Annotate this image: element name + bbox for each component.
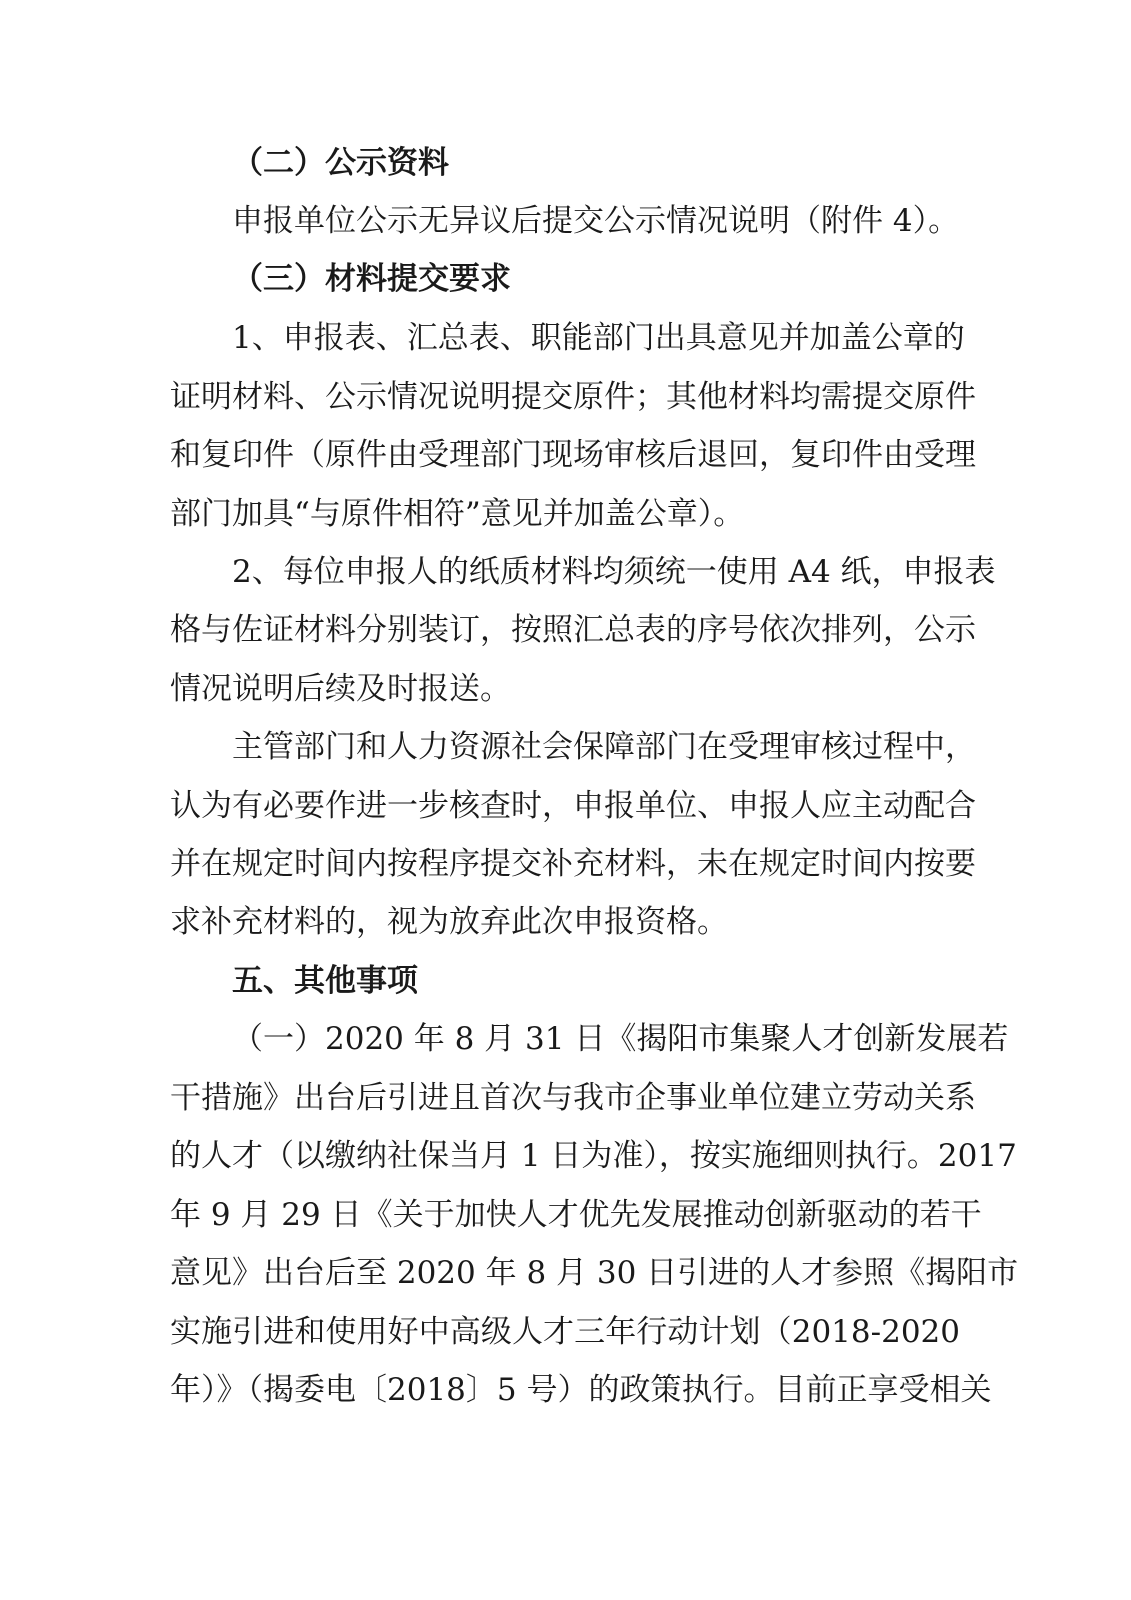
section-heading-other-matters: 五、其他事项 xyxy=(232,963,418,999)
paragraph-line: 情况说明后续及时报送。 xyxy=(170,671,511,707)
paragraph-line: 年 9 月 29 日《关于加快人才优先发展推动创新驱动的若干 xyxy=(170,1197,982,1233)
paragraph-line: 年）》（揭委电〔2018〕5 号）的政策执行。目前正享受相关 xyxy=(170,1372,992,1408)
paragraph-line: 并在规定时间内按程序提交补充材料，未在规定时间内按要 xyxy=(170,846,976,882)
paragraph-line: 认为有必要作进一步核查时，申报单位、申报人应主动配合 xyxy=(170,788,976,824)
paragraph-line: 和复印件（原件由受理部门现场审核后退回，复印件由受理 xyxy=(170,437,976,473)
paragraph-line: 主管部门和人力资源社会保障部门在受理审核过程中， xyxy=(232,729,976,765)
paragraph-line: 意见》出台后至 2020 年 8 月 30 日引进的人才参照《揭阳市 xyxy=(170,1255,1019,1291)
paragraph-line: 证明材料、公示情况说明提交原件；其他材料均需提交原件 xyxy=(170,379,976,415)
paragraph-line: 2、每位申报人的纸质材料均须统一使用 A4 纸，申报表 xyxy=(232,554,996,590)
paragraph-line: 干措施》出台后引进且首次与我市企事业单位建立劳动关系 xyxy=(170,1080,976,1116)
paragraph-line: （一）2020 年 8 月 31 日《揭阳市集聚人才创新发展若 xyxy=(232,1021,1009,1057)
paragraph-line: 申报单位公示无异议后提交公示情况说明（附件 4）。 xyxy=(232,203,960,239)
section-heading-publicity-materials: （二）公示资料 xyxy=(232,145,449,181)
section-heading-submission-requirements: （三）材料提交要求 xyxy=(232,261,511,297)
paragraph-line: 格与佐证材料分别装订，按照汇总表的序号依次排列，公示 xyxy=(170,612,976,648)
paragraph-line: 实施引进和使用好中高级人才三年行动计划（2018-2020 xyxy=(170,1314,960,1350)
paragraph-line: 1、申报表、汇总表、职能部门出具意见并加盖公章的 xyxy=(232,320,965,356)
paragraph-line: 的人才（以缴纳社保当月 1 日为准），按实施细则执行。2017 xyxy=(170,1138,1017,1174)
paragraph-line: 部门加具“与原件相符”意见并加盖公章）。 xyxy=(170,496,745,532)
paragraph-line: 求补充材料的，视为放弃此次申报资格。 xyxy=(170,904,728,940)
